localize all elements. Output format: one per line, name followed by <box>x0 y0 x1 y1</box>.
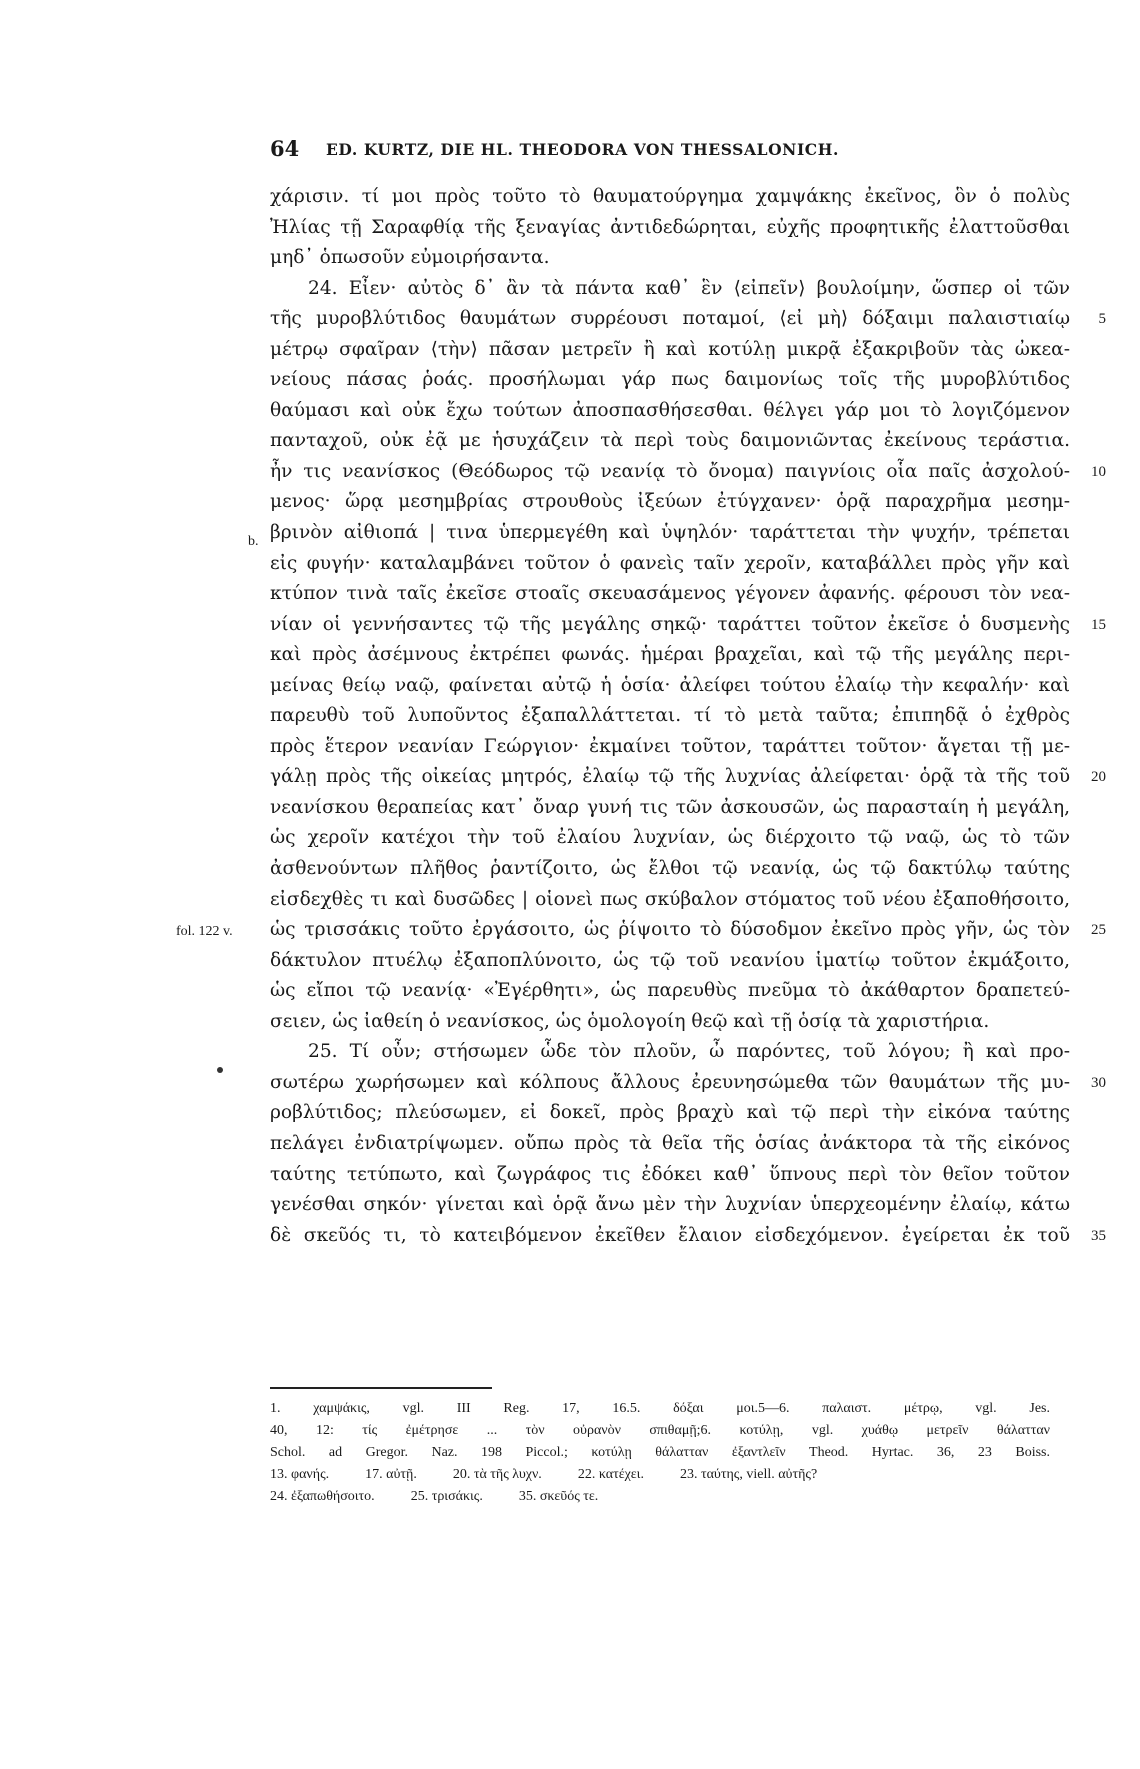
text-line <box>270 854 1070 885</box>
footnote-entry: 5. δόξαι μοι. <box>629 1401 758 1416</box>
text-line <box>270 487 1070 518</box>
text-line <box>270 396 1070 427</box>
text-line <box>270 915 1106 946</box>
text-line <box>270 365 1070 396</box>
text-line <box>270 304 1106 335</box>
line-text: μενος· ὥρᾳ μεσημβρίας στρουθοὺς ἰξεύων ἐτύγχανεν· ὁρᾷ παραχρῆμα μεσημ- <box>270 491 1070 513</box>
line-text: σειεν, ὡς ἰαθείη ὁ νεανίσκος, ὡς ὁμολογοίη θεῷ καὶ τῇ ὁσίᾳ τὰ χαριστήρια. <box>270 1010 990 1032</box>
text-line <box>270 1221 1106 1252</box>
text-line <box>270 640 1070 671</box>
text-line <box>270 793 1070 824</box>
footnote-entry: Schol. ad Gregor. Naz. 198 Piccol.; κοτύλῃ θάλατταν ἐξαντλεῖν Theod. Hyrtac. 36, 23 Boiss. <box>270 1445 1050 1460</box>
line-text: ὡς εἴποι τῷ νεανίᾳ· «Ἐγέρθητι», ὡς παρευθὺς πνεῦμα τὸ ἀκάθαρτον δραπετεύ- <box>270 980 1070 1002</box>
line-text: βρινὸν αἰθιοπά | τινα ὑπερμεγέθη καὶ ὑψηλόν· ταράττεται τὴν ψυχήν, τρέπεται <box>270 522 1070 544</box>
text-line <box>270 579 1070 610</box>
footnote-line <box>270 1398 1050 1420</box>
text-line <box>270 1007 1070 1038</box>
footnote-entry: 13. φανής. <box>270 1467 330 1482</box>
text-line <box>270 732 1070 763</box>
line-text: μηδ᾽ ὁπωσοῦν εὐμοιρήσαντα. <box>270 247 550 269</box>
line-text: πανταχοῦ, οὐκ ἐᾷ με ἡσυχάζειν τὰ περὶ τοὺς δαιμονιῶντας ἐκείνους τεράστια. <box>270 430 1070 452</box>
line-number: 35 <box>1091 1227 1106 1244</box>
line-text: γενέσθαι σηκόν· γίνεται καὶ ὁρᾷ ἄνω μὲν τὴν λυχνίαν ὑπερχεομένην ἐλαίῳ, κάτω <box>270 1194 1070 1216</box>
line-text: εἰσδεχθὲς τι καὶ δυσῶδες | οἱονεὶ πως σκύβαλον στόματος τοῦ νέου ἐξαποθήσοιτο, <box>270 888 1070 910</box>
text-line <box>270 243 1070 274</box>
footnote-entry: 35. σκεῦός τε. <box>518 1489 599 1504</box>
line-number: 15 <box>1091 616 1106 633</box>
line-number: 10 <box>1091 463 1106 480</box>
line-number: 5 <box>1098 311 1106 328</box>
line-text: ὡς τρισσάκις τοῦτο ἐργάσοιτο, ὡς ῥίψοιτο τὸ δύσοδμον ἐκεῖνο πρὸς γῆν, ὡς τὸν <box>270 919 1070 941</box>
line-text: τῆς μυροβλύτιδος θαυμάτων συρρέουσι ποταμοί, ⟨εἰ μὴ⟩ δόξαιμι παλαιστιαίῳ <box>270 308 1070 330</box>
footnote-line <box>270 1486 1050 1508</box>
line-text: εἰς φυγήν· καταλαμβάνει τοῦτον ὁ φανεὶς ταῖν χεροῖν, καταβάλλει πρὸς γῆν καὶ <box>270 552 1070 574</box>
line-text: ταύτης τετύπωτο, καὶ ζωγράφος τις ἐδόκει καθ᾽ ὕπνους περὶ τὸν θεῖον τοῦτον <box>270 1163 1070 1185</box>
text-line <box>270 610 1106 641</box>
line-text: μέτρῳ σφαῖραν ⟨τὴν⟩ πᾶσαν μετρεῖν ἢ καὶ κοτύλῃ μικρᾷ ἐξακριβοῦν τὰς ὠκεα- <box>270 338 1070 360</box>
text-line <box>270 1037 1070 1068</box>
line-number: 25 <box>1091 922 1106 939</box>
footnote-entry: 25. τρισάκις. <box>410 1489 483 1504</box>
line-text: σωτέρω χωρήσωμεν καὶ κόλπους ἄλλους ἐρευνησώμεθα τῶν θαυμάτων τῆς μυ- <box>270 1071 1070 1093</box>
line-text: μείνας θείῳ ναῷ, φαίνεται αὐτῷ ἡ ὁσία· ἀλείφει τούτου ἐλαίῳ τὴν κεφαλήν· καὶ <box>270 674 1070 696</box>
footnote-line <box>270 1420 1050 1442</box>
footnote-rule <box>270 1387 492 1389</box>
footnote-entry: 1. χαμψάκις, vgl. III Reg. 17, 16. <box>270 1401 630 1416</box>
line-text: παρευθὺ τοῦ λυποῦντος ἐξαπαλλάττεται. τί τὸ μετὰ ταῦτα; ἐπιπηδᾷ ὁ ἐχθρὸς <box>270 705 1070 727</box>
text-line <box>270 1068 1106 1099</box>
footnote-line <box>270 1442 1050 1464</box>
text-line <box>270 671 1070 702</box>
line-text: Ἠλίας τῇ Σαραφθίᾳ τῆς ξεναγίας ἀντιδεδώρηται, εὐχῆς προφητικῆς ἐλαττοῦσθαι <box>270 216 1070 238</box>
line-text: καὶ πρὸς ἀσέμνους ἐκτρέπει φωνάς. ἡμέραι βραχεῖαι, καὶ τῷ τῆς μεγάλης περι- <box>270 644 1070 666</box>
text-line <box>270 976 1070 1007</box>
text-line <box>270 549 1070 580</box>
text-line <box>270 335 1070 366</box>
footnote-entry: 20. τὰ τῆς λυχν. <box>452 1467 542 1482</box>
text-line <box>270 518 1070 549</box>
text-line <box>270 274 1070 305</box>
text-line <box>270 1129 1070 1160</box>
line-number: 20 <box>1091 769 1106 786</box>
text-line <box>270 457 1106 488</box>
running-head: ED. KURTZ, DIE HL. THEODORA VON THESSALONICH. <box>326 140 839 159</box>
line-text: δὲ σκεῦός τι, τὸ κατειβόμενον ἐκεῖθεν ἔλαιον εἰσδεχόμενον. ἐγείρεται ἐκ τοῦ <box>270 1224 1070 1246</box>
line-text: νεανίσκου θεραπείας κατ᾽ ὄναρ γυνή τις τῶν ἀσκουσῶν, ὡς παρασταίη ἡ μεγάλη, <box>270 796 1070 818</box>
footnote-line <box>270 1464 1050 1486</box>
footnote-entry: 22. κατέχει. <box>577 1467 644 1482</box>
line-text: ροβλύτιδος; πλεύσωμεν, εἰ δοκεῖ, πρὸς βραχὺ καὶ τῷ περὶ τὴν εἰκόνα ταύτης <box>270 1102 1070 1124</box>
line-text: γάλῃ πρὸς τῆς οἰκείας μητρός, ἐλαίῳ τῷ τῆς λυχνίας ἀλείφεται· ὁρᾷ τὰ τῆς τοῦ <box>270 766 1070 788</box>
line-text: πρὸς ἕτερον νεανίαν Γεώργιον· ἐκμαίνει τοῦτον, ταράττει τοῦτον· ἄγεται τῇ με- <box>270 735 1070 757</box>
margin-note-folio: fol. 122 v. <box>176 924 233 939</box>
footnote-entry: 17. αὐτῇ. <box>365 1467 417 1482</box>
line-text: νείους πάσας ῥοάς. προσήλωμαι γάρ πως δαιμονίως τοῖς τῆς μυροβλύτιδος <box>270 369 1070 391</box>
text-line <box>270 946 1070 977</box>
text-line <box>270 213 1070 244</box>
line-text: θαύμασι καὶ οὐκ ἔχω τούτων ἀποσπασθήσεσθαι. θέλγει γάρ μοι τὸ λογιζόμενον <box>270 399 1070 421</box>
margin-note-b: b. <box>248 534 259 549</box>
footnote-entry: 5—6. παλαιστ. μέτρῳ, vgl. Jes. <box>757 1401 1050 1416</box>
text-line <box>270 1190 1070 1221</box>
line-text: 24. Εἶεν· αὐτὸς δ᾽ ἂν τὰ πάντα καθ᾽ ἓν ⟨εἰπεῖν⟩ βουλοίμην, ὥσπερ οἱ τῶν <box>308 277 1070 299</box>
text-line <box>270 762 1106 793</box>
text-line <box>270 426 1070 457</box>
text-line <box>270 823 1070 854</box>
line-text: ὡς χεροῖν κατέχοι τὴν τοῦ ἐλαίου λυχνίαν, ὡς διέρχοιτο τῷ ναῷ, ὡς τὸ τῶν <box>270 827 1070 849</box>
line-text: κτύπον τινὰ ταῖς ἐκεῖσε στοαῖς σκευασάμενος γέγονεν ἀφανής. φέρουσι τὸν νεα- <box>270 583 1070 605</box>
line-text: χάρισιν. τί μοι πρὸς τοῦτο τὸ θαυματούργημα χαμψάκης ἐκεῖνος, ὃν ὁ πολὺς <box>270 186 1070 207</box>
footnote-entry: 24. ἐξαπωθήσοιτο. <box>270 1489 375 1504</box>
line-text: ἀσθενούντων πλῆθος ῥαντίζοιτο, ὡς ἔλθοι τῷ νεανίᾳ, ὡς τῷ δακτύλῳ ταύτης <box>270 858 1070 880</box>
main-text <box>270 182 1106 1251</box>
line-number: 30 <box>1091 1074 1106 1091</box>
line-text: 25. Τί οὖν; στήσωμεν ὧδε τὸν πλοῦν, ὦ παρόντες, τοῦ λόγου; ἢ καὶ προ- <box>308 1041 1070 1063</box>
footnote-entry: 6. κοτύλῃ, vgl. χυάθῳ μετρεῖν θάλατταν <box>700 1423 1050 1438</box>
text-line <box>270 885 1070 916</box>
line-text: νίαν οἱ γεννήσαντες τῷ τῆς μεγάλης σηκῷ· ταράττει τοῦτον ἐκεῖσε ὁ δυσμενὴς <box>270 613 1070 635</box>
page-header <box>270 136 1050 166</box>
line-text: δάκτυλον πτυέλῳ ἐξαποπλύνοιτο, ὡς τῷ τοῦ νεανίου ἱματίῳ τοῦτον ἐκμάξοιτο, <box>270 949 1070 971</box>
line-text: ἦν τις νεανίσκος (Θεόδωρος τῷ νεανίᾳ τὸ ὄνομα) παιγνίοις οἷα παῖς ἀσχολού- <box>270 460 1070 482</box>
page-number: 64 <box>270 136 300 161</box>
text-line <box>270 1098 1070 1129</box>
text-line <box>270 1160 1070 1191</box>
footnote-entry: 40, 12: τίς ἐμέτρησε ... τὸν οὐρανὸν σπιθαμῇ; <box>270 1423 701 1438</box>
text-line <box>270 182 1070 213</box>
margin-dot <box>217 1067 223 1073</box>
line-text: πελάγει ἐνδιατρίψωμεν. οὔπω πρὸς τὰ θεῖα τῆς ὁσίας ἀνάκτορα τὰ τῆς εἰκόνος <box>270 1132 1070 1154</box>
footnotes <box>270 1398 1050 1508</box>
text-line <box>270 701 1070 732</box>
footnote-entry: 23. ταύτης, viell. αὐτῆς? <box>679 1467 818 1482</box>
